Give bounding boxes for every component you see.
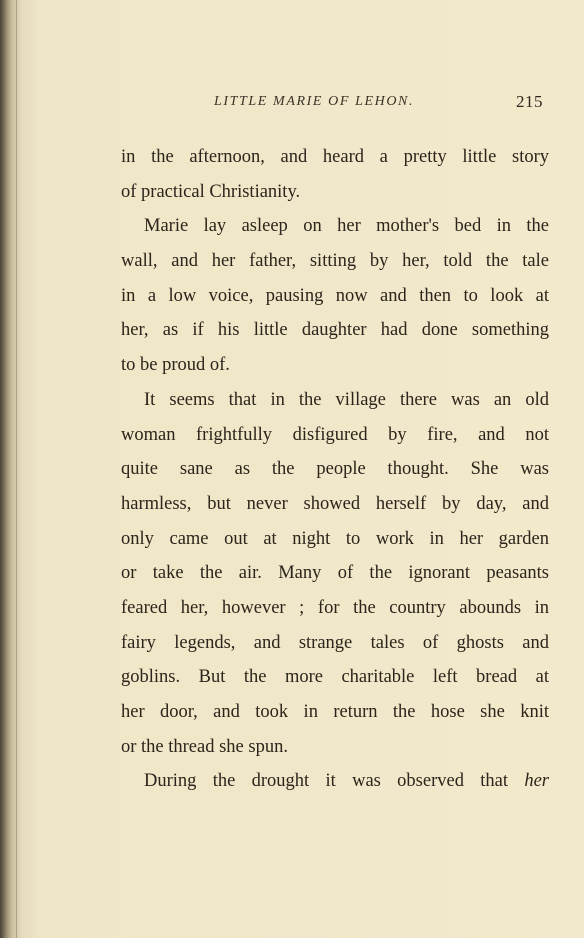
text-line: Marie lay asleep on her mother's bed in the [144,216,549,237]
text-line: wall, and her father, sitting by her, told the tale [121,251,549,272]
text-line: It seems that in the village there was an old [144,389,549,410]
text-line: to be proud of. [121,355,230,376]
text-line: fairy legends, and strange tales of ghosts and [121,632,549,653]
page-number: 215 [516,92,543,111]
text-line: her door, and took in return the hose she knit [121,702,549,722]
running-title: LITTLE MARIE OF LEHON. [214,94,415,109]
gutter-shadow [16,0,17,938]
text-line: woman frightfully disfigured by fire, and not [121,424,549,445]
text-line: goblins. But the more charitable left bread at [121,667,549,688]
text-line: only came out at night to work in her garden [121,528,549,549]
text-line: in a low voice, pausing now and then to look at [121,285,549,306]
text-line: feared her, however ; for the country abounds in [121,597,549,618]
text-line-final [121,767,549,802]
text-line: or take the air. Many of the ignorant peasants [121,563,549,584]
text-segment: During the drought it was observed that [144,771,509,792]
text-line: her, as if his little daughter had done something [121,320,549,341]
text-line: in the afternoon, and heard a pretty little story [121,147,549,167]
body-text [121,143,549,802]
italic-word: her [524,771,549,792]
text-line: harmless, but never showed herself by day, and [121,493,549,514]
text-line: quite sane as the people thought. She was [121,459,549,480]
text-line: or the thread she spun. [121,736,288,757]
running-header [0,94,584,116]
text-line: of practical Christianity. [121,181,301,202]
